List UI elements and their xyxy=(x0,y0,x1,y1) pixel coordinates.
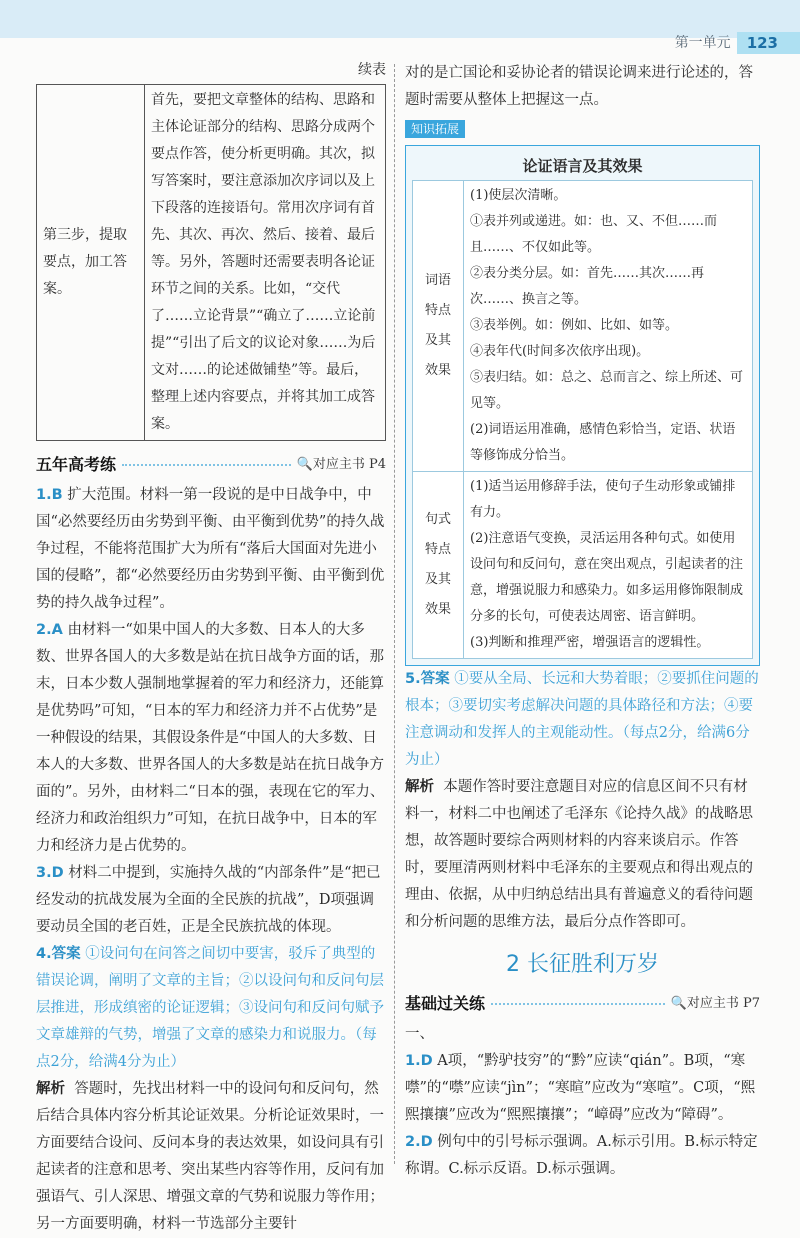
list-item: (3)判断和推理严密，增强语言的逻辑性。 xyxy=(470,635,710,650)
question-number: 4. xyxy=(36,946,52,962)
chapter-title: 2 长征胜利万岁 xyxy=(506,952,659,977)
question-number: 1.D xyxy=(405,1053,433,1069)
unit-label: 第一单元 xyxy=(674,34,731,51)
analysis-label: 解析 xyxy=(36,1081,65,1097)
answer-label: 答案 xyxy=(420,671,450,687)
page-number: 123 xyxy=(737,32,800,54)
section-header-basic xyxy=(405,990,760,1017)
answer-text: ①要从全局、长远和大势着眼；②要抓住问题的根本；③要切实考虑解决问题的具体路径和方法；④要注意调动和发挥人的主观能动性。（每点2分，给满6分为止） xyxy=(405,671,759,768)
question-text: 材料二中提到，实施持久战的“内部条件”是“把已经发动的抗战发展为全面的全民族的抗战”，D项强调要动员全国的老百姓，正是全民族抗战的体现。 xyxy=(36,865,381,935)
section-title: 五年高考练 xyxy=(36,455,117,474)
table-row xyxy=(413,472,753,659)
column-divider xyxy=(394,64,395,1164)
continued-label: 续表 xyxy=(358,62,386,78)
question-text: A项，“黔驴技穷”的“黔”应读“qián”。B项，“寒噤”的“噤”应读“jìn”；“寒暄”应改为“寒喧”。C项，“熙熙攘攘”应改为“熙熙攘攘”；“嶂碍”应改为“障碍”。 xyxy=(405,1053,756,1123)
knowledge-box xyxy=(405,145,760,666)
question-5 xyxy=(405,666,760,774)
knowledge-table xyxy=(412,180,753,659)
question-number: 2.D xyxy=(405,1134,433,1150)
knowledge-title: 论证语言及其效果 xyxy=(522,157,643,175)
question-1 xyxy=(36,482,386,617)
list-item: (2)词语运用准确，感情色彩恰当，定语、状语等修饰成分恰当。 xyxy=(470,422,736,463)
table-row xyxy=(413,181,753,472)
step-table xyxy=(36,84,386,441)
row-value xyxy=(464,472,753,659)
section-ref: 🔍对应主书 P4 xyxy=(296,457,386,472)
list-item: (1)适当运用修辞手法，使句子生动形象或铺排有力。 xyxy=(470,479,736,520)
list-item: (1)使层次清晰。 xyxy=(470,188,567,203)
list-item: (2)注意语气变换，灵活运用各种句式。如使用设问句和反问句，意在突出观点，引起读者的注意，增强说服力和感染力。如多运用修饰限制成分多的长句，可使表达周密、语言鲜明。 xyxy=(470,531,744,624)
continued-text: 对的是亡国论和妥协论者的错误论调来进行论述的，答题时需要从整体上把握这一点。 xyxy=(405,65,753,108)
list-item: ③表举例。如：例如、比如、如等。 xyxy=(470,318,679,333)
section-ref-text: 对应主书 P7 xyxy=(686,996,760,1011)
dotted-rule xyxy=(122,464,291,466)
row-value xyxy=(464,181,753,472)
analysis-label: 解析 xyxy=(405,779,434,795)
knowledge-tag: 知识拓展 xyxy=(405,120,465,138)
step-value: 首先，要把文章整体的结构、思路和主体论证部分的结构、思路分成两个要点作答，使分析更明确。其次，拟写答案时，要注意添加次序词以及上下段落的连接语句。常用次序词有首先、其次、再次、然后、接着、最后等。另外，答题时还需要表明各论证环节之间的关系。比如，“交代了……立论背景”“确立了……立论前提”“引出了后文的议论对象……为后文对……的论述做铺垫”等。最后，整理上述内容要点，并将其加工成答案。 xyxy=(145,85,386,441)
list-item: ④表年代(时间多次依序出现)。 xyxy=(470,344,650,359)
page-header xyxy=(675,32,800,54)
section-title: 基础过关练 xyxy=(405,994,486,1013)
question-r1 xyxy=(405,1048,760,1129)
question-number: 3.D xyxy=(36,865,64,881)
question-number: 2.A xyxy=(36,622,63,638)
question-text: 扩大范围。材料一第一段说的是中日战争中，中国“必然要经历由劣势到平衡、由平衡到优势”的持久战争过程，不能将范围扩大为所有“落后大国面对先进小国的侵略”，都“必然要经历由劣势到平衡、由平衡到优势的持久战争过程”。 xyxy=(36,487,385,611)
list-item: ①表并列或递进。如：也、又、不但……而且……、不仅如此等。 xyxy=(470,214,718,255)
dotted-rule xyxy=(491,1003,665,1005)
section-ref: 🔍对应主书 P7 xyxy=(670,996,760,1011)
question-4 xyxy=(36,941,386,1076)
question-2 xyxy=(36,617,386,860)
row-key: 句式特点及其效果 xyxy=(413,472,464,659)
section-ref-text: 对应主书 P4 xyxy=(312,457,386,472)
list-item: ⑤表归结。如：总之、总而言之、综上所述、可见等。 xyxy=(470,370,744,411)
question-text: 例句中的引号标示强调。A.标示引用。B.标示特定称谓。C.标示反语。D.标示强调。 xyxy=(405,1134,758,1177)
left-column xyxy=(36,60,386,1238)
right-column xyxy=(405,60,760,1183)
list-item: ②表分类分层。如：首先……其次……再次……、换言之等。 xyxy=(470,266,705,307)
step-key: 第三步，提取要点，加工答案。 xyxy=(37,85,145,441)
answer-label: 答案 xyxy=(51,946,81,962)
analysis-5 xyxy=(405,774,760,936)
row-key: 词语特点及其效果 xyxy=(413,181,464,472)
question-3 xyxy=(36,860,386,941)
analysis-4 xyxy=(36,1076,386,1238)
part-label: 一、 xyxy=(405,1026,434,1042)
question-number: 5. xyxy=(405,671,421,687)
table-row xyxy=(37,85,386,441)
question-r2 xyxy=(405,1129,760,1183)
analysis-text: 答题时，先找出材料一中的设问句和反问句，然后结合具体内容分析其论证效果。分析论证效果时，一方面要结合设问、反问本身的表达效果，如设问具有引起读者的注意和思考、突出某些内容等作用，反问有加强语气、引人深思、增强文章的气势和说服力等作用；另一方面要明确，材料一节选部分主要针 xyxy=(36,1081,384,1232)
answer-text: ①设问句在问答之间切中要害，驳斥了典型的错误论调，阐明了文章的主旨；②以设问句和反问句层层推进，形成缜密的论证逻辑；③设问句和反问句赋予文章雄辩的气势，增强了文章的感染力和说服力。（每点2分，给满4分为止） xyxy=(36,946,384,1070)
question-text: 由材料一“如果中国人的大多数、日本人的大多数、世界各国人的大多数是站在抗日战争方面的话，那末，日本少数人强制地掌握着的军力和经济力，还能算是优势吗”可知，“日本的军力和经济力并不占优势”是一种假设的结果，其假设条件是“中国人的大多数、日本人的大多数、世界各国人的大多数是站在抗日战争方面的”。另外，由材料二“日本的强，表现在它的军力、经济力和政治组织力”可知，在抗日战争中，日本的军力和经济力是占优势的。 xyxy=(36,622,385,854)
question-number: 1.B xyxy=(36,487,63,503)
section-header-five-year xyxy=(36,451,386,478)
analysis-text: 本题作答时要注意题目对应的信息区间不只有材料一，材料二中也阐述了毛泽东《论持久战》的战略思想，故答题时要综合两则材料的内容来谈启示。作答时，要厘清两则材料中毛泽东的主要观点和得出观点的理由、依据，从中归纳总结出具有普遍意义的看待问题和分析问题的思维方法，最后分点作答即可。 xyxy=(405,779,753,930)
